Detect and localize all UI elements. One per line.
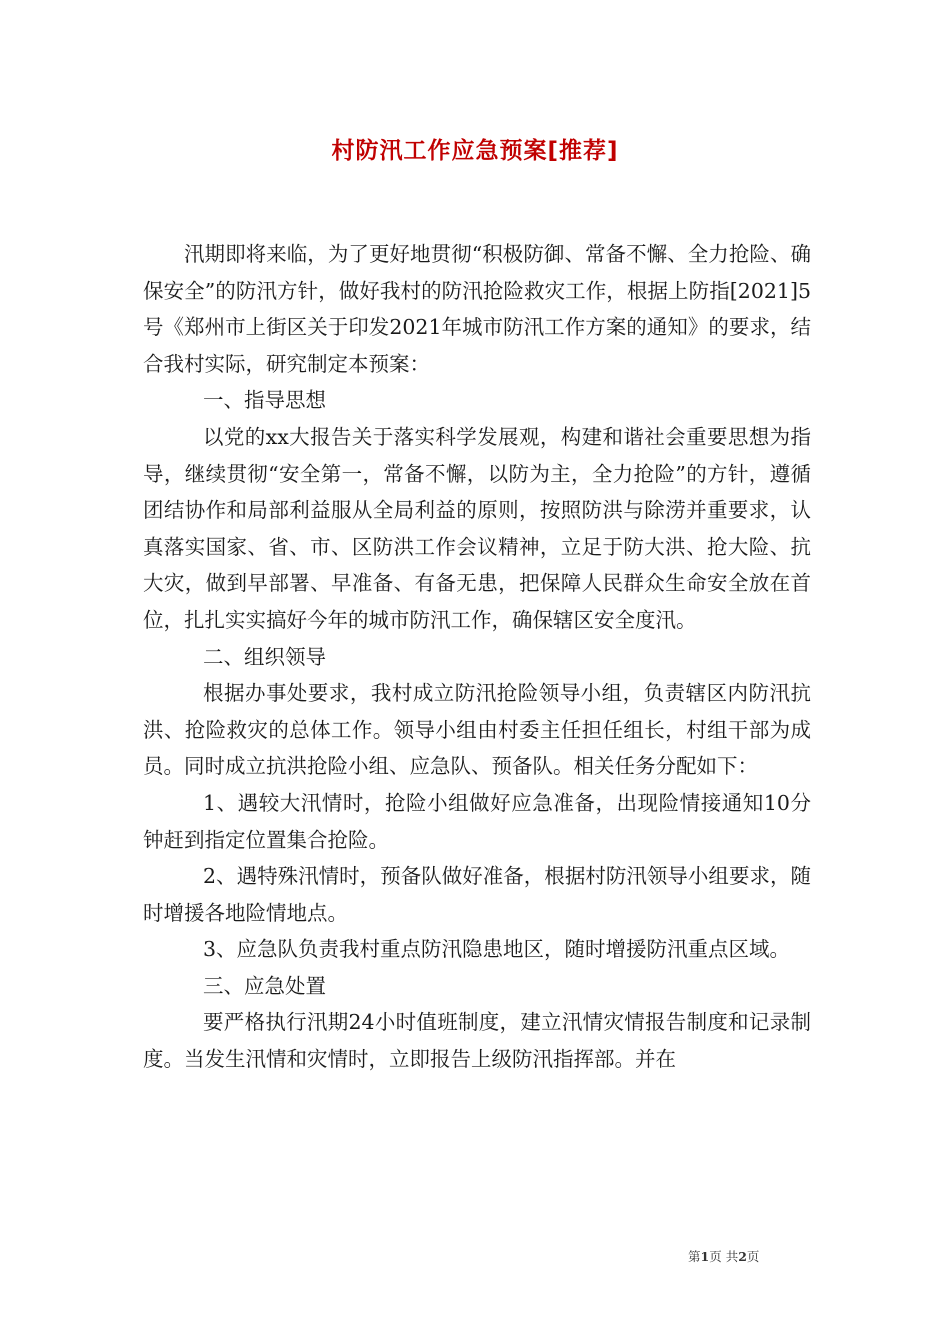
document-title: 村防汛工作应急预案[推荐] (331, 138, 619, 164)
footer-suffix: 页 (746, 1249, 760, 1264)
footer-prefix: 第 (688, 1249, 701, 1264)
section-heading-emergency-response: 三、应急处置 (203, 973, 326, 998)
intro-paragraph: 汛期即将来临，为了更好地贯彻“积极防御、常备不懈、全力抢险、确保安全”的防汛方针，做好我村的防汛抢险救灾工作，根据上防指[2021]5号《郑州市上街区关于印发2021年城市防汛工作方案的通知》的要求，结合我村实际，研究制定本预案： (143, 242, 811, 376)
guiding-ideology-paragraph: 以党的xx大报告关于落实科学发展观，构建和谐社会重要思想为指导，继续贯彻“安全第一，常备不懈，以防为主，全力抢险”的方针，遵循团结协作和局部利益服从全局利益的原则，按照防洪与除涝并重要求，认真落实国家、省、市、区防洪工作会议精神，立足于防大洪、抢大险、抗大灾，做到早部署、早准备、有备无患，把保障人民群众生命安全放在首位，扎扎实实搞好今年的城市防汛工作，确保辖区安全度汛。 (143, 424, 811, 632)
section-heading-organization: 二、组织领导 (203, 644, 326, 669)
footer-middle: 页 共 (709, 1249, 739, 1264)
section-heading-guiding-ideology: 一、指导思想 (203, 388, 326, 413)
total-page-number: 2 (738, 1249, 747, 1264)
document-body (143, 236, 811, 1078)
task-item-1: 1、遇较大汛情时，抢险小组做好应急准备，出现险情接通知10分钟赶到指定位置集合抢险。 (143, 790, 811, 852)
task-item-2: 2、遇特殊汛情时，预备队做好准备，根据村防汛领导小组要求，随时增援各地险情地点。 (143, 864, 811, 925)
emergency-response-paragraph: 要严格执行汛期24小时值班制度，建立汛情灾情报告制度和记录制度。当发生汛情和灾情时，立即报告上级防汛指挥部。并在 (143, 1010, 811, 1072)
current-page-number: 1 (700, 1249, 710, 1264)
organization-paragraph: 根据办事处要求，我村成立防汛抢险领导小组，负责辖区内防汛抗洪、抢险救灾的总体工作。领导小组由村委主任担任组长，村组干部为成员。同时成立抗洪抢险小组、应急队、预备队。相关任务分配如下： (143, 681, 811, 779)
task-item-3: 3、应急队负责我村重点防汛隐患地区，随时增援防汛重点区域。 (203, 937, 791, 962)
page-number-footer (688, 1247, 759, 1265)
